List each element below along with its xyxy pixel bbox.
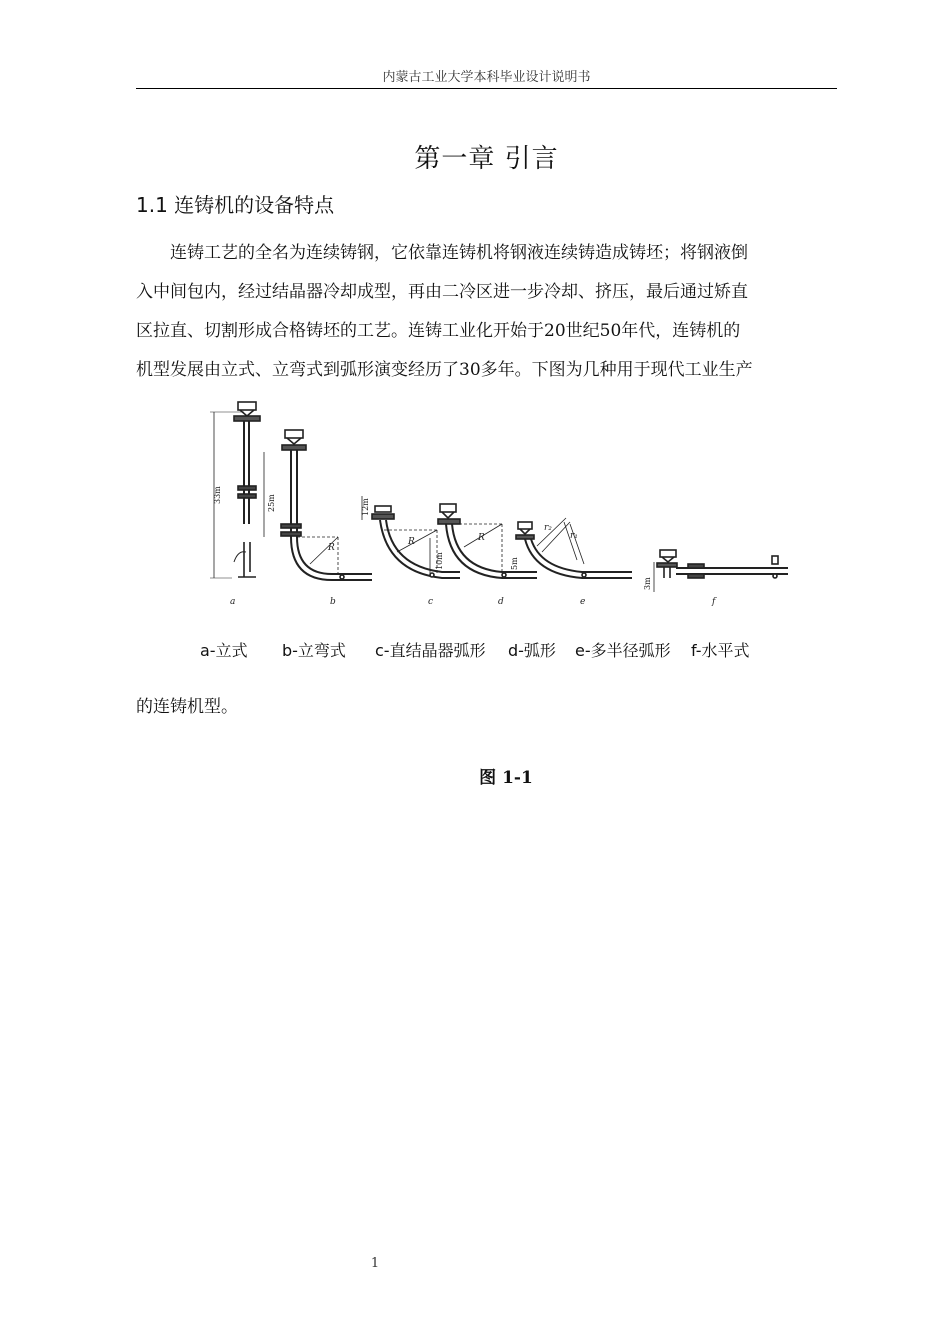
- caster-type-label: e-多半径弧形: [575, 641, 671, 660]
- dimension-label: 25m: [267, 494, 276, 512]
- section-title: 1.1 连铸机的设备特点: [136, 193, 335, 217]
- radius-label: r₂: [544, 523, 552, 533]
- caster-type-label: f-水平式: [691, 641, 750, 660]
- subfigure-letter: f: [712, 597, 716, 607]
- paragraph-line: 入中间包内，经过结晶器冷却成型，再由二冷区进一步冷却、挤压，最后通过矫直: [136, 282, 748, 302]
- subfigure-letter: b: [330, 597, 336, 607]
- dimension-label: 3m: [643, 577, 652, 590]
- caster-types-figure: [192, 392, 792, 672]
- dimension-label: 5m: [510, 557, 519, 570]
- dimension-label: 12m: [361, 498, 370, 516]
- subfigure-letter: c: [428, 597, 434, 607]
- caster-type-label: b-立弯式: [282, 641, 346, 660]
- paragraph-line: 区拉直、切割形成合格铸坯的工艺。连铸工业化开始于20世纪50年代，连铸机的: [136, 321, 741, 341]
- header-rule: [136, 88, 837, 89]
- paragraph-line: 机型发展由立式、立弯式到弧形演变经历了30多年。下图为几种用于现代工业生产: [136, 360, 753, 380]
- radius-label: r₁: [570, 531, 578, 541]
- caster-b-vertical-bending: [264, 430, 372, 580]
- caster-type-label: a-立式: [200, 641, 248, 660]
- caster-type-label: c-直结晶器弧形: [375, 641, 486, 660]
- paragraph-line: 连铸工艺的全名为连续铸钢，它依靠连铸机将钢液连续铸造成铸坯；将钢液倒: [170, 243, 748, 263]
- subfigure-letter: d: [498, 597, 504, 607]
- subfigure-letter: a: [230, 597, 236, 607]
- figure-caption: 图 1-1: [479, 768, 533, 788]
- radius-label: R: [328, 543, 335, 553]
- caster-type-label: d-弧形: [508, 641, 556, 660]
- dimension-label: 10m: [435, 552, 444, 570]
- paragraph-tail: 的连铸机型。: [136, 697, 238, 717]
- page-number: 1: [370, 1256, 380, 1271]
- radius-label: R: [478, 533, 485, 543]
- subfigure-letter: e: [580, 597, 586, 607]
- chapter-title: 第一章 引言: [414, 144, 559, 174]
- dimension-label: 33m: [213, 486, 222, 504]
- radius-label: R: [408, 537, 415, 547]
- caster-f-horizontal: [654, 550, 788, 592]
- page-header: 内蒙古工业大学本科毕业设计说明书: [382, 70, 591, 85]
- body-paragraph: [136, 234, 832, 390]
- caster-e-multi-radius: [516, 518, 632, 578]
- caster-diagram: [192, 392, 792, 672]
